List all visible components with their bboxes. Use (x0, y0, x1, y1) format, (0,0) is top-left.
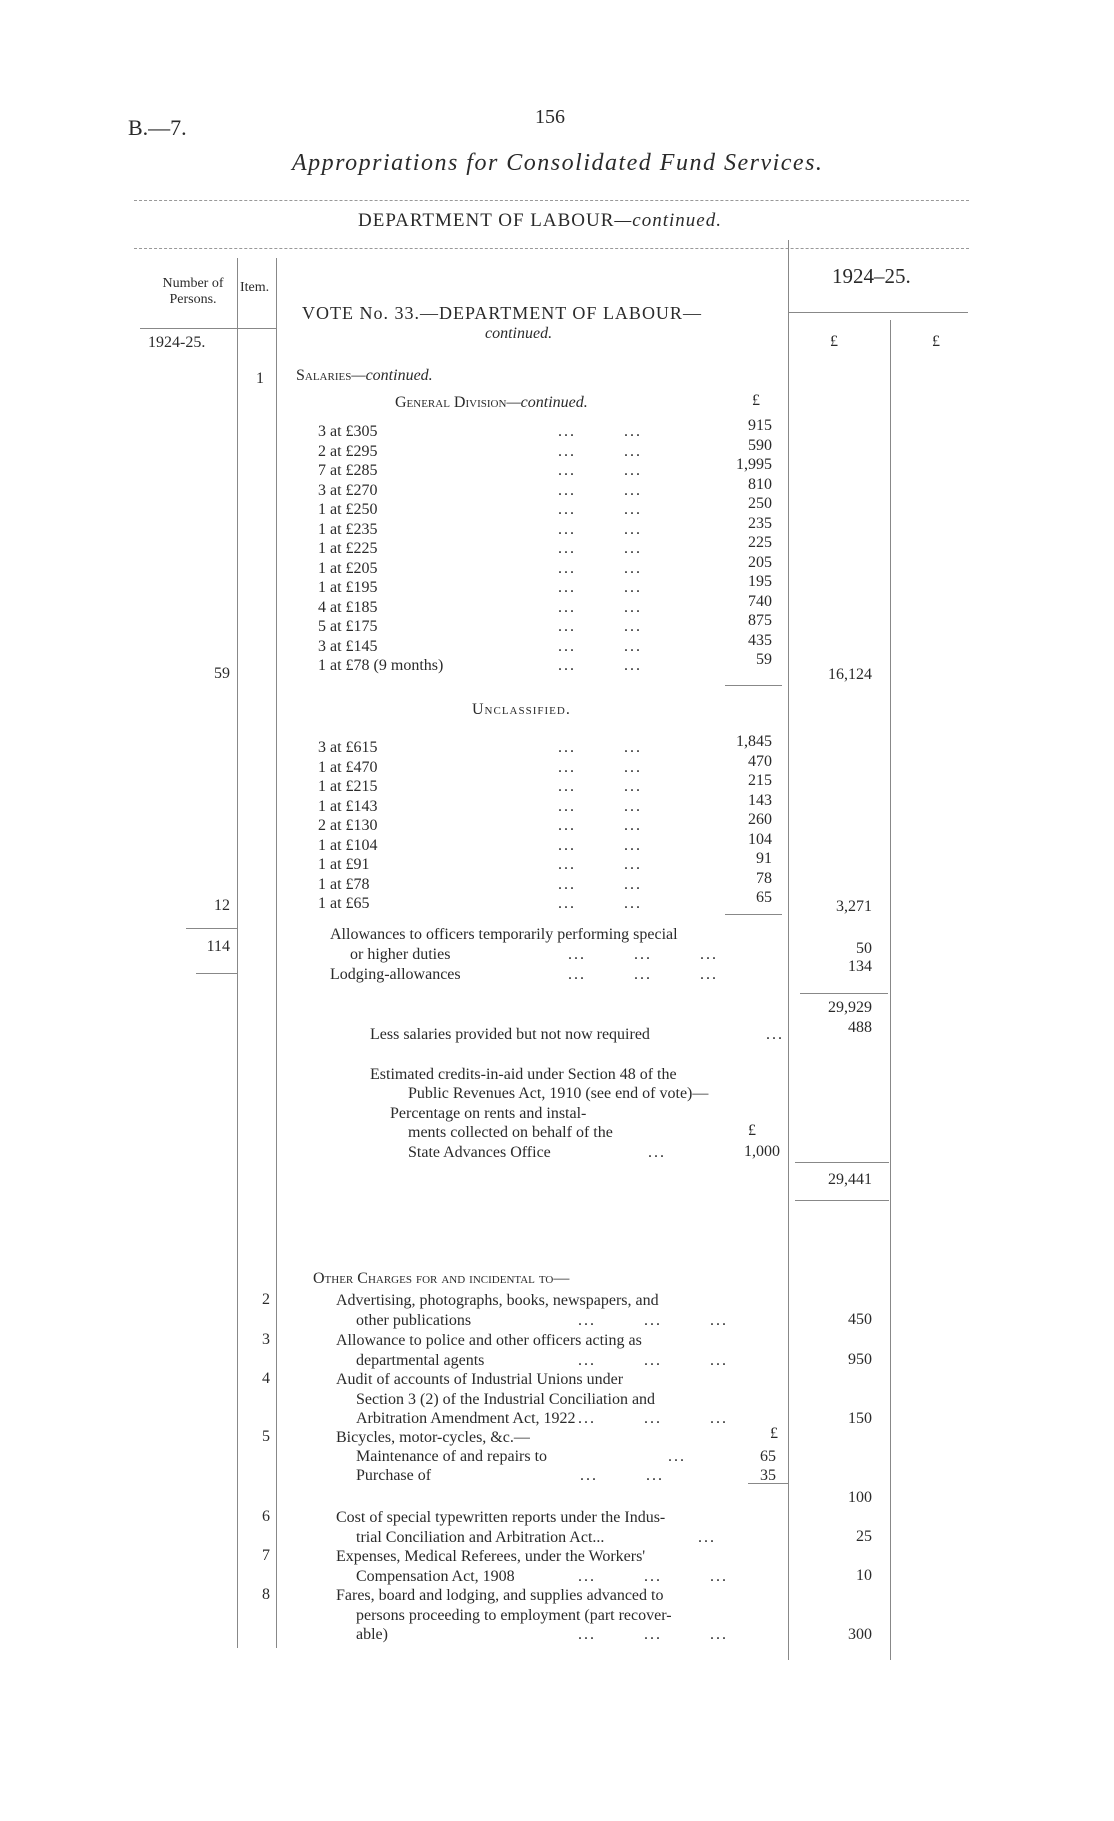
unclassified-row-dots: ... ... (558, 758, 642, 776)
general-row (318, 651, 778, 675)
salaries-suffix: —continued. (351, 367, 433, 384)
general-row-amount: 225 (748, 534, 772, 551)
allowances-amount: 50 (856, 940, 872, 957)
general-row-dots: ... ... (558, 618, 642, 635)
general-row (318, 534, 778, 558)
general-division-heading (395, 394, 588, 412)
allowances-line-1: Allowances to officers temporarily performing special (330, 926, 678, 943)
general-row (318, 436, 778, 461)
unclassified-row-amount: 91 (756, 850, 772, 867)
other-charge-line: Fares, board and lodging, and supplies advanced to (336, 1587, 664, 1604)
allowances-dots: ... ... ... (568, 946, 718, 963)
unclassified-row (318, 889, 778, 913)
other-charge-amount: 450 (848, 1311, 872, 1328)
less-salaries-label: Less salaries provided but not now required (370, 1026, 650, 1043)
general-row (318, 456, 778, 480)
other-charge-line: Cost of special typewritten reports under the Indus- (336, 1509, 666, 1526)
unclassified-row (318, 752, 778, 777)
unclassified-row-amount: 1,845 (736, 733, 772, 750)
unclassified-row-label: 1 at £91 (318, 856, 370, 873)
unclassified-row-dots: ... ... (558, 778, 642, 795)
general-row-dots: ... ... (558, 657, 642, 674)
unclassified-row-label: 1 at £470 (318, 758, 378, 776)
unclassified-heading: Unclassified. (472, 701, 571, 718)
general-row (318, 631, 778, 656)
col-pound-2: £ (932, 333, 940, 350)
general-row (318, 514, 778, 539)
salaries-label: Salaries (296, 367, 352, 384)
lodging-dots: ... ... ... (568, 966, 718, 983)
col-number-of-persons: Number of Persons. (162, 276, 224, 307)
other-charge-line: trial Conciliation and Arbitration Act... (356, 1528, 605, 1546)
bicycles-sub-dots: ... (668, 1448, 686, 1465)
general-row-amount: 915 (748, 417, 772, 434)
department-name: DEPARTMENT OF LABOUR (358, 210, 615, 231)
lodging-line (330, 965, 718, 985)
other-charge-item-number: 6 (262, 1508, 270, 1525)
rule-text-right (788, 240, 789, 1660)
other-charge-amount: 150 (848, 1410, 872, 1427)
credits-pound-sign: £ (748, 1122, 756, 1139)
general-row-dots: ... ... (558, 481, 642, 499)
bicycles-sub-row (356, 1447, 786, 1466)
other-charge-amount: 950 (848, 1351, 872, 1368)
general-row-label: 4 at £185 (318, 598, 378, 616)
other-charge-dots: ... ... ... (578, 1351, 728, 1369)
rule-item-right (276, 258, 277, 1648)
page-title: Appropriations for Consolidated Fund Services. (292, 150, 824, 176)
general-row-amount: 195 (748, 573, 772, 590)
page-ref: B.—7. (128, 115, 187, 140)
rule-net-bottom (795, 1200, 889, 1201)
bicycles-sub-row (356, 1466, 786, 1485)
unclassified-row-label: 1 at £143 (318, 797, 378, 815)
less-salaries-dots: ... (766, 1026, 784, 1043)
other-charge-item-number: 3 (262, 1331, 270, 1348)
unclassified-row-label: 2 at £130 (318, 817, 378, 834)
vote-continued: continued. (485, 325, 553, 342)
general-row (318, 612, 778, 636)
credits-dots: ... (648, 1144, 666, 1161)
unclassified-row-label: 3 at £615 (318, 739, 378, 756)
unclassified-row (318, 850, 778, 874)
col-item: Item. (240, 280, 270, 295)
other-charge-line: Allowance to police and other officers acting as (336, 1332, 642, 1349)
other-charge-line: other publications (356, 1311, 472, 1329)
department-heading (358, 210, 722, 232)
total-persons: 114 (206, 938, 230, 955)
general-row-label: 1 at £225 (318, 540, 378, 557)
general-row-dots: ... ... (558, 520, 642, 538)
rule-unclassified-sum (725, 914, 782, 915)
page-number: 156 (535, 106, 565, 128)
unclassified-row-dots: ... ... (558, 739, 642, 756)
credits-line-1: Estimated credits-in-aid under Section 48 of the (370, 1066, 677, 1083)
unclassified-row (318, 869, 778, 894)
other-charge-line: Compensation Act, 1908 (356, 1567, 515, 1585)
general-division-suffix: —continued. (506, 394, 588, 411)
bicycles-sub-label: Purchase of (356, 1467, 432, 1484)
department-suffix: —continued. (614, 210, 722, 231)
general-persons: 59 (214, 665, 230, 682)
lodging-label: Lodging-allowances (330, 966, 461, 983)
other-charge-amount: 10 (856, 1567, 872, 1584)
general-row-label: 1 at £235 (318, 520, 378, 538)
unclassified-row-label: 1 at £78 (318, 875, 370, 893)
general-row (318, 573, 778, 597)
rule-persons-total-top (186, 928, 237, 929)
general-row-dots: ... ... (558, 442, 642, 460)
unclassified-row (318, 772, 778, 796)
general-row-label: 5 at £175 (318, 618, 378, 635)
other-charge-line: Arbitration Amendment Act, 1922 (356, 1410, 576, 1427)
other-charge-amount: 25 (856, 1528, 872, 1545)
bicycles-pound-sign: £ (770, 1425, 778, 1442)
unclassified-row (318, 733, 778, 757)
other-charge-dots: ... ... ... (578, 1311, 728, 1329)
general-row (318, 495, 778, 519)
credits-line-5 (408, 1143, 666, 1163)
rule-persons-total-bottom (196, 973, 237, 974)
general-row-dots: ... ... (558, 540, 642, 557)
bicycles-sub-amount: 65 (760, 1448, 776, 1465)
credits-line-4: ments collected on behalf of the (408, 1124, 613, 1141)
rule-persons-head (140, 328, 237, 329)
rule-item-head (237, 328, 276, 329)
general-row-amount: 590 (748, 436, 772, 454)
less-salaries-line (370, 1025, 784, 1045)
bicycles-sub-amount: 35 (760, 1467, 776, 1484)
unclassified-row (318, 811, 778, 835)
other-charge-amount: 300 (848, 1626, 872, 1643)
unclassified-row-dots: ... ... (558, 817, 642, 834)
general-row-dots: ... ... (558, 637, 642, 655)
net-total: 29,441 (828, 1171, 872, 1188)
rule-money-mid (890, 320, 891, 1660)
general-row-amount: 435 (748, 631, 772, 649)
other-charge-dots: ... ... ... (578, 1626, 728, 1643)
general-row-label: 7 at £285 (318, 462, 378, 479)
other-charge-line: able) (356, 1626, 388, 1643)
general-row-dots: ... ... (558, 423, 642, 440)
unclassified-persons: 12 (214, 897, 230, 914)
unclassified-row-label: 1 at £215 (318, 778, 378, 795)
rule-subtotal-top (800, 993, 888, 994)
unclassified-row-amount: 260 (748, 811, 772, 828)
general-row (318, 475, 778, 500)
other-charge-line: departmental agents (356, 1351, 485, 1369)
general-row-amount: 59 (756, 651, 772, 668)
other-charge-item-number: 7 (262, 1547, 270, 1564)
unclassified-row-dots: ... ... (558, 895, 642, 912)
salaries-item-number: 1 (256, 370, 264, 387)
other-charge-item-number: 5 (262, 1428, 270, 1445)
other-charge-line: persons proceeding to employment (part recover- (356, 1606, 672, 1624)
general-row-dots: ... ... (558, 559, 642, 577)
unclassified-row-amount: 78 (756, 869, 772, 887)
unclassified-row (318, 830, 778, 855)
vote-title: VOTE No. 33.—DEPARTMENT OF LABOUR— (302, 303, 702, 323)
unclassified-row-dots: ... ... (558, 875, 642, 893)
rule-persons-right (237, 258, 238, 1648)
unclassified-total: 3,271 (836, 898, 872, 915)
less-amount: 488 (848, 1019, 872, 1036)
other-charge-dots: ... ... ... (578, 1410, 728, 1427)
unclassified-row-label: 1 at £65 (318, 895, 370, 912)
other-charge-line: Bicycles, motor-cycles, &c.— (336, 1429, 530, 1446)
unclassified-row-label: 1 at £104 (318, 836, 378, 854)
bicycles-sub-label: Maintenance of and repairs to (356, 1448, 548, 1465)
general-row-amount: 235 (748, 514, 772, 532)
bicycles-sub-dots: ... ... (580, 1467, 664, 1484)
rule-general-sum (725, 685, 782, 686)
credits-label: State Advances Office (408, 1144, 551, 1161)
rule-net-top (795, 1162, 889, 1163)
general-row-label: 2 at £295 (318, 442, 378, 460)
credits-line-2: Public Revenues Act, 1910 (see end of vote)— (408, 1085, 709, 1102)
col-year-right: 1924–25. (832, 264, 911, 288)
general-row-dots: ... ... (558, 598, 642, 616)
lodging-amount: 134 (848, 958, 872, 975)
general-row-label: 3 at £145 (318, 637, 378, 655)
allowances-line-2 (350, 945, 718, 965)
unclassified-row-amount: 215 (748, 772, 772, 789)
unclassified-row-amount: 104 (748, 830, 772, 848)
other-charge-item-number: 2 (262, 1291, 270, 1308)
unclassified-row-dots: ... ... (558, 797, 642, 815)
general-row-label: 1 at £78 (9 months) (318, 657, 444, 674)
general-row-label: 1 at £195 (318, 579, 378, 596)
general-row-dots: ... ... (558, 501, 642, 518)
general-row (318, 592, 778, 617)
other-charge-line: Expenses, Medical Referees, under the Workers' (336, 1548, 646, 1565)
unclassified-row-amount: 143 (748, 791, 772, 809)
unclassified-row-dots: ... ... (558, 856, 642, 873)
other-charge-dots: ... (578, 1528, 716, 1546)
general-row (318, 553, 778, 578)
other-charge-line: Audit of accounts of Industrial Unions under (336, 1371, 624, 1388)
general-row-amount: 875 (748, 612, 772, 629)
other-charge-dots: ... ... ... (578, 1567, 728, 1585)
general-total: 16,124 (828, 666, 872, 683)
other-charge-amount: 100 (848, 1489, 872, 1506)
other-charges-heading: Other Charges for and incidental to— (313, 1270, 570, 1287)
salaries-heading (296, 367, 433, 385)
subtotal: 29,929 (828, 999, 872, 1016)
unclassified-row (318, 791, 778, 816)
unclassified-row-amount: 470 (748, 752, 772, 770)
general-row-dots: ... ... (558, 579, 642, 596)
general-row-amount: 740 (748, 592, 772, 610)
general-row-amount: 1,995 (736, 456, 772, 473)
general-row (318, 417, 778, 441)
general-row-amount: 205 (748, 553, 772, 571)
rule-year-right (788, 312, 968, 313)
other-charge-line: Advertising, photographs, books, newspapers, and (336, 1292, 659, 1309)
allowances-label: or higher duties (350, 946, 451, 963)
general-division-label: General Division (395, 394, 507, 411)
other-charge-item-number: 4 (262, 1370, 270, 1387)
department-rule (134, 248, 969, 249)
general-row-dots: ... ... (558, 462, 642, 479)
credits-line-3: Percentage on rents and instal- (390, 1105, 587, 1122)
general-row-amount: 250 (748, 495, 772, 512)
general-row-amount: 810 (748, 475, 772, 493)
title-rule (134, 200, 969, 201)
credits-amount: 1,000 (744, 1143, 780, 1160)
col-pound-1: £ (830, 333, 838, 350)
unclassified-row-dots: ... ... (558, 836, 642, 854)
general-row-label: 3 at £305 (318, 423, 378, 440)
general-row-label: 1 at £205 (318, 559, 378, 577)
unclassified-row-amount: 65 (756, 889, 772, 906)
other-charge-item-number: 8 (262, 1586, 270, 1603)
col-year-left: 1924-25. (148, 334, 206, 351)
general-row-label: 3 at £270 (318, 481, 378, 499)
general-pound-sign: £ (752, 392, 760, 409)
other-charge-line: Section 3 (2) of the Industrial Conciliation and (356, 1390, 656, 1408)
general-row-label: 1 at £250 (318, 501, 378, 518)
